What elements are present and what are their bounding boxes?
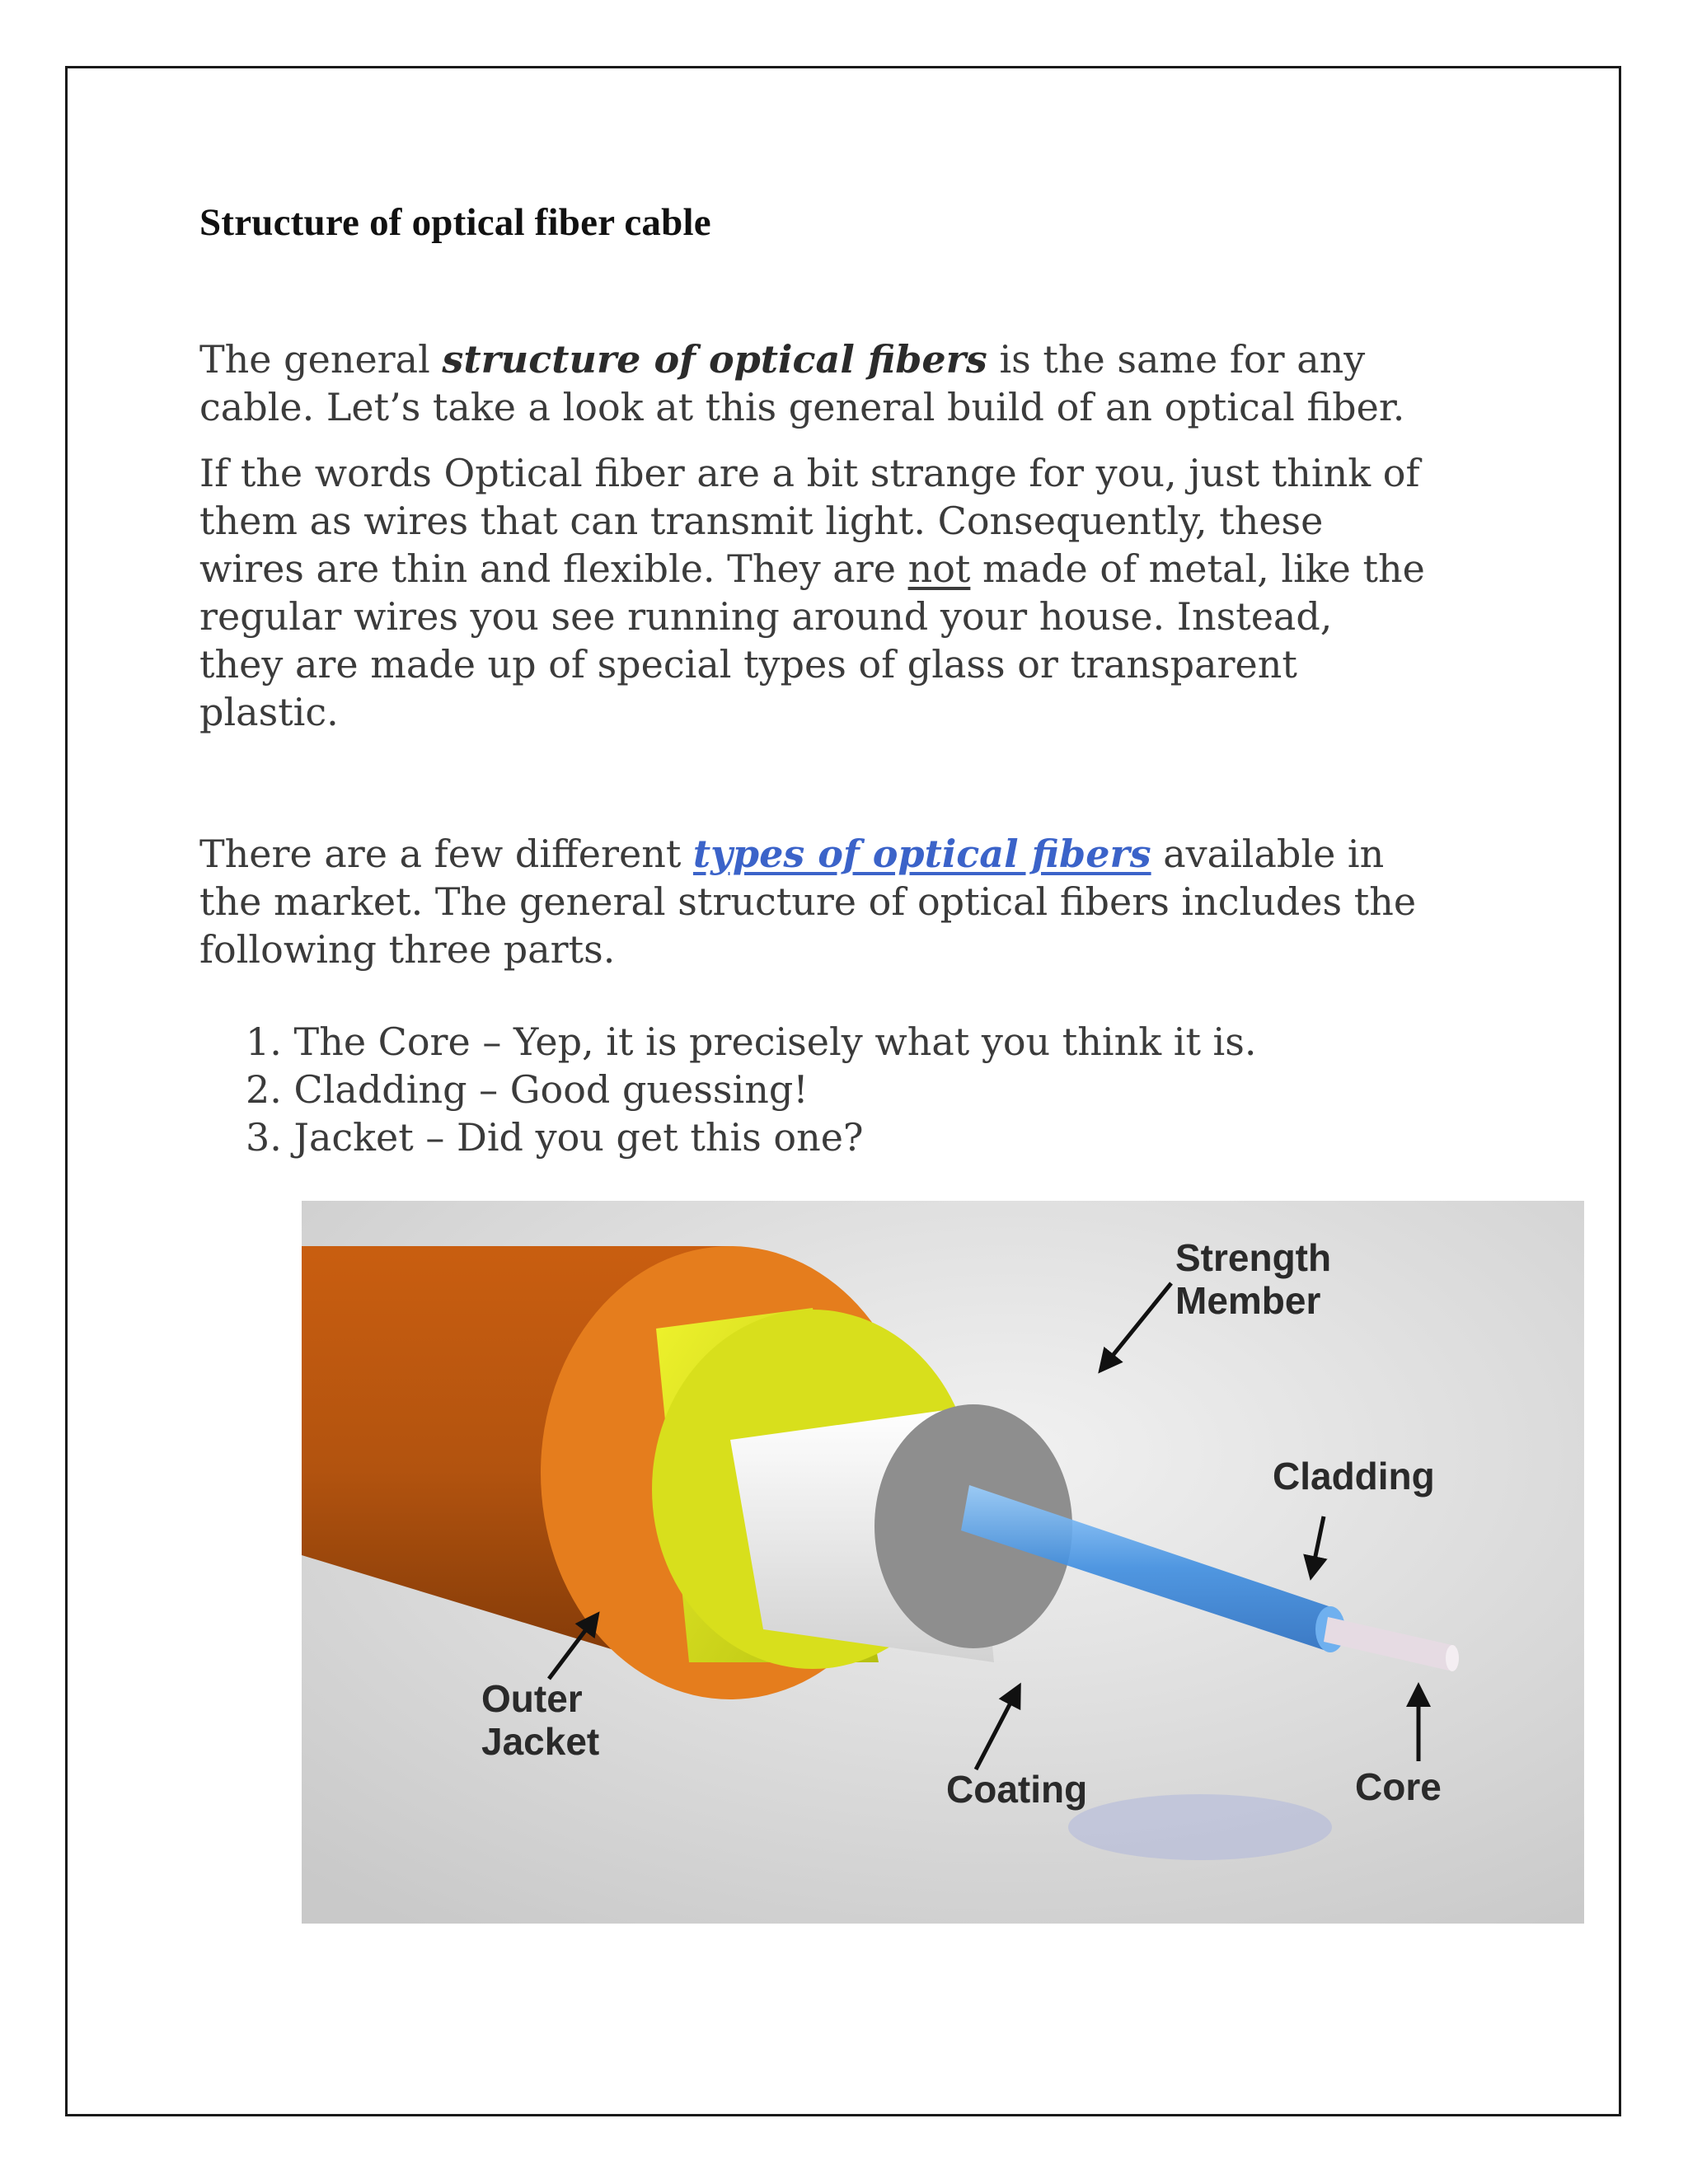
paragraph-types-of-fibers <box>199 830 1535 973</box>
label-cladding: Cladding <box>1273 1455 1435 1497</box>
label-strength-member-line2: Member <box>1175 1279 1321 1322</box>
paragraph-line: plastic. <box>199 690 339 734</box>
label-coating: Coating <box>946 1768 1088 1811</box>
emphasis-structure-of-optical-fibers: structure of optical fibers <box>442 337 987 382</box>
text-run: made of metal, like the <box>970 546 1425 591</box>
paragraph-line <box>199 545 1535 593</box>
list-item-jacket: 3. Jacket – Did you get this one? <box>246 1115 864 1160</box>
document-title: Structure of optical fiber cable <box>199 201 711 244</box>
light-glow <box>1068 1794 1332 1860</box>
core-end <box>1446 1645 1459 1671</box>
text-run: There are a few different <box>199 832 693 876</box>
text-run: The general <box>199 337 443 382</box>
label-outer-jacket-line2: Jacket <box>481 1720 600 1763</box>
underlined-not: not <box>907 546 971 591</box>
fiber-cable-illustration <box>302 1201 1584 1924</box>
types-of-optical-fibers-link[interactable]: types of optical fibers <box>692 832 1151 876</box>
fiber-cable-diagram <box>302 1201 1584 1924</box>
paragraph-line: cable. Let’s take a look at this general build of an optical fiber. <box>199 385 1405 429</box>
paragraph-line: they are made up of special types of glass or transparent <box>199 642 1297 687</box>
label-outer-jacket-line1: Outer <box>481 1677 583 1720</box>
paragraph-line <box>199 335 1535 383</box>
text-run: available in <box>1151 832 1385 876</box>
label-strength-member-line1: Strength <box>1175 1236 1332 1279</box>
paragraph-line: the market. The general structure of optical fibers includes the <box>199 879 1417 924</box>
text-run: wires are thin and flexible. They are <box>199 546 908 591</box>
fiber-parts-list <box>246 1018 1257 1161</box>
paragraph-line: If the words Optical fiber are a bit strange for you, just think of <box>199 451 1420 495</box>
paragraph-line <box>199 830 1535 878</box>
paragraph-line: following three parts. <box>199 927 616 972</box>
paragraph-line: them as wires that can transmit light. Consequently, these <box>199 499 1324 543</box>
list-item-cladding: 2. Cladding – Good guessing! <box>246 1067 809 1112</box>
paragraph-optical-fiber-explanation <box>199 449 1535 736</box>
label-core: Core <box>1355 1765 1442 1808</box>
paragraph-line: regular wires you see running around your house. Instead, <box>199 594 1333 639</box>
list-item-core: 1. The Core – Yep, it is precisely what you think it is. <box>246 1019 1257 1064</box>
text-run: is the same for any <box>987 337 1366 382</box>
paragraph-general-structure <box>199 335 1535 431</box>
